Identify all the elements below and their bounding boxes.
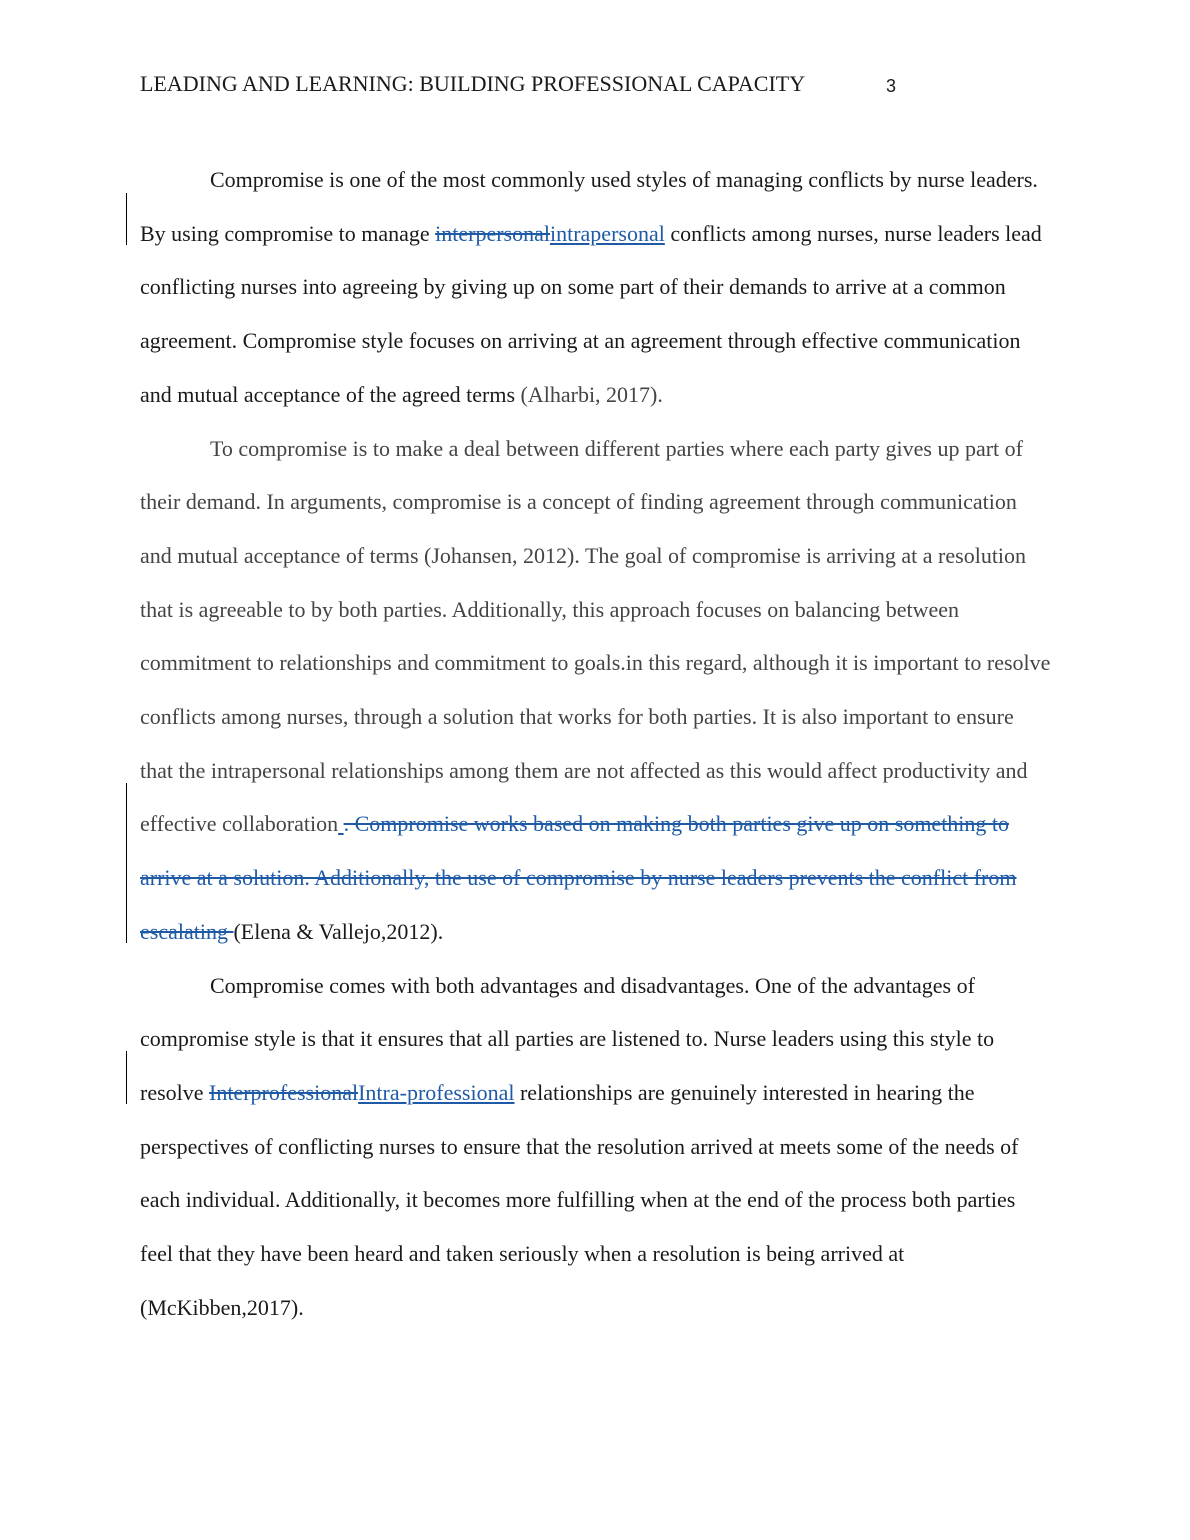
change-bar xyxy=(126,1051,127,1104)
running-head-title: LEADING AND LEARNING: BUILDING PROFESSIONAL CAPACITY xyxy=(140,71,806,96)
paragraph-compromise-advantages xyxy=(140,959,1052,1335)
tracked-insertion[interactable]: intrapersonal xyxy=(549,220,665,246)
paragraph-compromise-definition xyxy=(140,422,1052,959)
text-run: Compromise comes with both advantages and disadvantages. One of the advantages of compromise style is that it ensures that all parties are listened to. Nurse leaders using this style to resolve xyxy=(140,972,995,1105)
change-bar xyxy=(126,783,127,943)
text-run: conflicts among nurses, nurse leaders lead conflicting nurses into agreeing by giving up on some part of their demands to arrive at a common agreement. Compromise style focuses on arriving at an agreement through effective communication and mutual acceptance of the agreed terms xyxy=(140,220,1042,407)
citation: (Elena & Vallejo,2012). xyxy=(233,918,444,944)
text-run: Compromise is one of the most commonly used styles of managing conflicts by nurse leaders. By using compromise to manage xyxy=(140,167,1038,246)
tracked-deletion[interactable]: interpersonal xyxy=(435,220,550,246)
tracked-deletion[interactable]: Interprofessional xyxy=(209,1079,359,1105)
tracked-insertion[interactable]: Intra-professional xyxy=(358,1079,515,1105)
document-body xyxy=(140,153,1052,1334)
paragraph-compromise-intro xyxy=(140,153,1052,422)
change-bar xyxy=(126,193,127,245)
tracked-deletion[interactable]: . Compromise works based on making both parties give up on something to arrive at a solution. Additionally, the use of compromise by nurse leaders prevents the conflict from escalating xyxy=(140,811,1017,944)
citation: (Alharbi, 2017). xyxy=(520,381,663,407)
text-run: relationships are genuinely interested in hearing the perspectives of conflicting nurses to ensure that the resolution arrived at meets some of the needs of each individual. Additionally, it becomes more fulfilling when at the end of the process both parties feel that they have been heard and taken seriously when a resolution is being arrived at (McKibben,2017). xyxy=(140,1079,1019,1320)
text-run: To compromise is to make a deal between different parties where each party gives up part of their demand. In arguments, compromise is a concept of finding agreement through communication and mutual acceptance of terms (Johansen, 2012). The goal of compromise is arriving at a resolution that is agreeable to by both parties. Additionally, this approach focuses on balancing between commitment to relationships and commitment to goals.in this regard, although it is important to resolve conflicts among nurses, through a solution that works for both parties. It is also important to ensure that the intrapersonal relationships among them are not affected as this would affect productivity and effective collaboration xyxy=(140,435,1051,837)
page-number: 3 xyxy=(886,76,897,96)
running-header xyxy=(140,70,910,98)
